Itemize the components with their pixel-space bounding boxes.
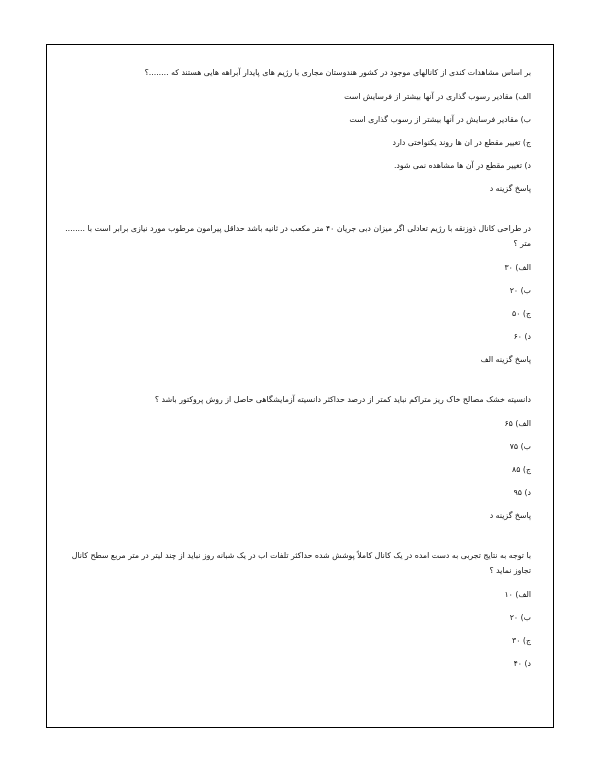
question-3-option-b: ب) ۷۵ — [509, 442, 531, 451]
question-2-option-c: ج) ۵۰ — [512, 309, 531, 318]
question-3-option-c: ج) ۸۵ — [512, 465, 531, 474]
question-1-option-a: الف) مقادیر رسوب گذاری در آنها بیشتر از فرسایش است — [344, 92, 531, 101]
spacer — [65, 522, 531, 548]
question-4-option-c: ج) ۳۰ — [512, 636, 531, 645]
question-4 — [65, 548, 531, 670]
question-3 — [65, 392, 531, 522]
question-2-option-b: ب) ۲۰ — [509, 286, 531, 295]
question-1-option-b: ب) مقادیر فرسایش در آنها بیشتر از رسوب گذاری است — [349, 115, 531, 124]
question-1-text: بر اساس مشاهدات کندی از کانالهای موجود در کشور هندوستان مجاری با رژیم های پایدار آبراهه هایی هستند که ........؟ — [144, 68, 531, 77]
question-2-option-d: د) ۶۰ — [513, 332, 531, 341]
question-1-answer: پاسخ گزینه د — [489, 184, 531, 193]
question-4-option-a: الف) ۱۰ — [504, 590, 531, 599]
question-3-option-d: د) ۹۵ — [513, 488, 531, 497]
question-4-option-d: د) ۴۰ — [513, 659, 531, 668]
page-frame — [46, 44, 554, 728]
spacer — [65, 195, 531, 221]
question-4-text: با توجه به نتایج تجربی به دست امده در یک کانال کاملاً پوشش شده حداکثر تلفات اب در یک شبانه روز نباید از چند لیتر در متر مربع سطح کانال تجاوز نماید ؟ — [71, 551, 531, 575]
question-2-option-a: الف) ۳۰ — [504, 263, 531, 272]
question-3-answer: پاسخ گزینه د — [489, 511, 531, 520]
question-2 — [65, 221, 531, 366]
question-1-option-c: ج) تغییر مقطع در ان ها روند یکنواختی دارد — [392, 138, 531, 147]
document-content — [65, 65, 531, 670]
question-2-answer: پاسخ گزینه الف — [480, 355, 531, 364]
question-1-option-d: د) تغییر مقطع در آن ها مشاهده نمی شود. — [393, 161, 531, 170]
spacer — [65, 366, 531, 392]
question-3-text: دانسیته خشک مصالح خاک ریز متراکم نباید کمتر از درصد حداکثر دانسیته آزمایشگاهی حاصل از روش پروکتور باشد ؟ — [154, 395, 531, 404]
question-4-option-b: ب) ۲۰ — [509, 613, 531, 622]
question-3-option-a: الف) ۶۵ — [504, 419, 531, 428]
question-1 — [65, 65, 531, 195]
question-2-text: در طراحی کانال ذوزنقه با رژیم تعادلی اگر میزان دبی جریان ۴۰ متر مکعب در ثانیه باشد حداقل پیرامون مرطوب مورد نیازی برابر است با ........ متر ؟ — [65, 224, 531, 248]
